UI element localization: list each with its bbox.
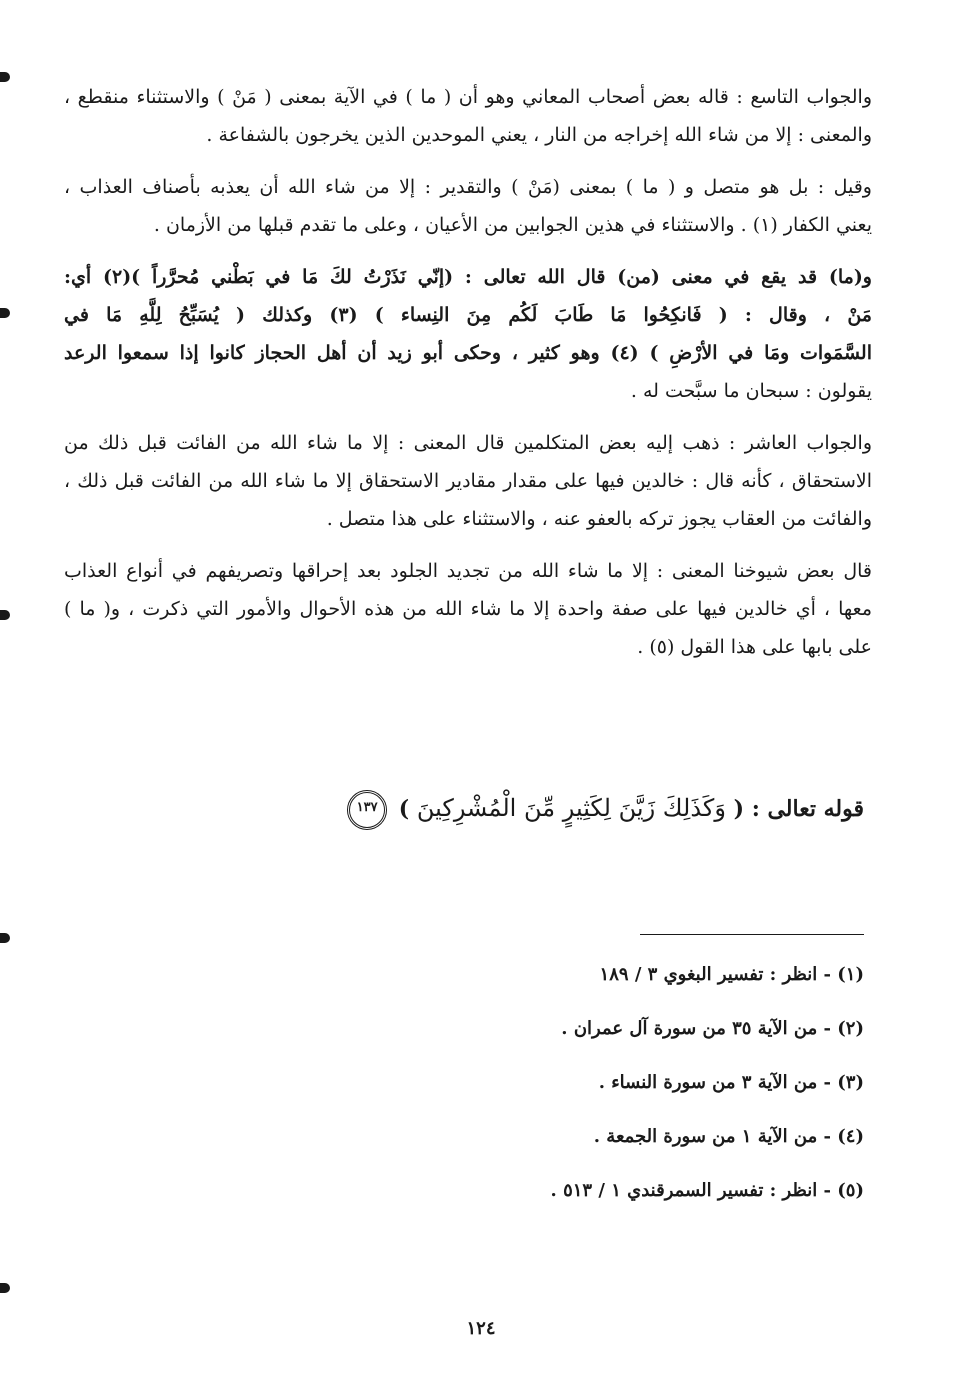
- text-line: والجواب العاشر : ذهب إليه بعض المتكلمين قال المعنى : إلا ما شاء الله من الفائت قبل ذلك من: [64, 432, 872, 454]
- page-number: ١٢٤: [466, 1318, 496, 1339]
- footnote-item: (٥) - انظر : تفسير السمرقندي ١ / ٥١٣ .: [550, 1180, 864, 1201]
- verse-intro: قوله تعالى : (: [733, 796, 864, 822]
- text-line: وقيل : بل هو متصل و ( ما ) بمعنى (مَنْ ) والتقدير : إلا من شاء الله أن يعذبه بأصناف العذاب ،: [64, 176, 872, 198]
- text-line: على بابها على هذا القول (٥) .: [637, 636, 872, 658]
- text-line: الاستحقاق ، كأنه قال : خالدين فيها على مقدار مقادير الاستحقاق إلا ما شاء الله من الفائت قبل ذلك ،: [64, 470, 872, 492]
- margin-mark: [0, 1283, 10, 1293]
- paragraph-tenth-answer: [64, 424, 894, 538]
- text-line: السَّمَوات ومَا في الأرْضِ ) (٤) وهو كثير ، وحكى أبو زيد أن أهل الحجاز كانوا إذا سمعوا الرعد: [64, 342, 872, 364]
- text-line: يقولون : سبحان ما سبَّحت له .: [630, 380, 872, 402]
- paragraph-connected-exception: [64, 168, 894, 244]
- footnote-item: (٤) - من الآية ١ من سورة الجمعة .: [593, 1126, 864, 1147]
- footnote-item: (٣) - من الآية ٣ من سورة النساء .: [598, 1072, 864, 1093]
- text-line: مَنْ ، وقال : ( فَانكِحُوا مَا طَابَ لَكُم مِنَ النِساء ) (٣) وكذلك ( يُسَبِّحُ لِلَّهِ مَا في: [64, 304, 872, 326]
- text-line: والفائت من العقاب يجوز تركه بالعفو عنه ، والاستثناء على هذا متصل .: [326, 508, 872, 530]
- ayah-number-icon: ١٣٧: [347, 790, 387, 830]
- text-line: والجواب التاسع : قاله بعض أصحاب المعاني وهو أن ( ما ) في الآية بمعنى ( مَنْ ) والاستثناء منقطع ،: [64, 86, 872, 108]
- text-line: قال بعض شيوخنا المعنى : إلا ما شاء الله من تجديد الجلود بعد إحراقها وتصريفهم في أنواع العذاب: [64, 560, 872, 582]
- text-line: يعني الكفار (١) . والاستثناء في هذين الجوابين من الأعيان ، وعلى ما تقدم قبلها من الأزمان .: [153, 214, 872, 236]
- footnote-separator: [640, 934, 864, 935]
- text-line: و(ما) قد يقع في معنى (من) قال الله تعالى : (إنّي نَذَرْتُ لكَ مَا في بَطْني مُحرَّراً )(٢) أي:: [64, 266, 872, 288]
- paragraph-shaykhs-view: [64, 552, 894, 666]
- margin-mark: [0, 933, 10, 943]
- verse-heading: [170, 790, 864, 830]
- margin-mark: [0, 72, 10, 82]
- text-line: معها ، أي خالدين فيها على صفة واحدة إلا ما شاء الله من هذه الأحوال والأمور التي ذكرت ، و( ما ): [64, 598, 872, 620]
- paragraph-ninth-answer: [64, 78, 894, 154]
- paragraph-ma-meaning-man: [64, 258, 894, 410]
- footnote-item: (١) - انظر : تفسير البغوي ٣ / ١٨٩: [599, 964, 864, 985]
- verse-close: ): [398, 796, 410, 822]
- footnote-item: (٢) - من الآية ٣٥ من سورة آل عمران .: [561, 1018, 864, 1039]
- body-text: [64, 78, 894, 680]
- text-line: والمعنى : إلا من شاء الله إخراجه من النار ، يعني الموحدين الذين يخرجون بالشفاعة .: [206, 124, 872, 146]
- footnotes: [400, 960, 864, 1230]
- margin-mark: [0, 610, 10, 620]
- margin-mark: [0, 308, 10, 318]
- quran-verse-text: وَكَذَلِكَ زَيَّنَ لِكَثِيرٍ مِّنَ الْمُشْرِكِينَ: [416, 794, 726, 822]
